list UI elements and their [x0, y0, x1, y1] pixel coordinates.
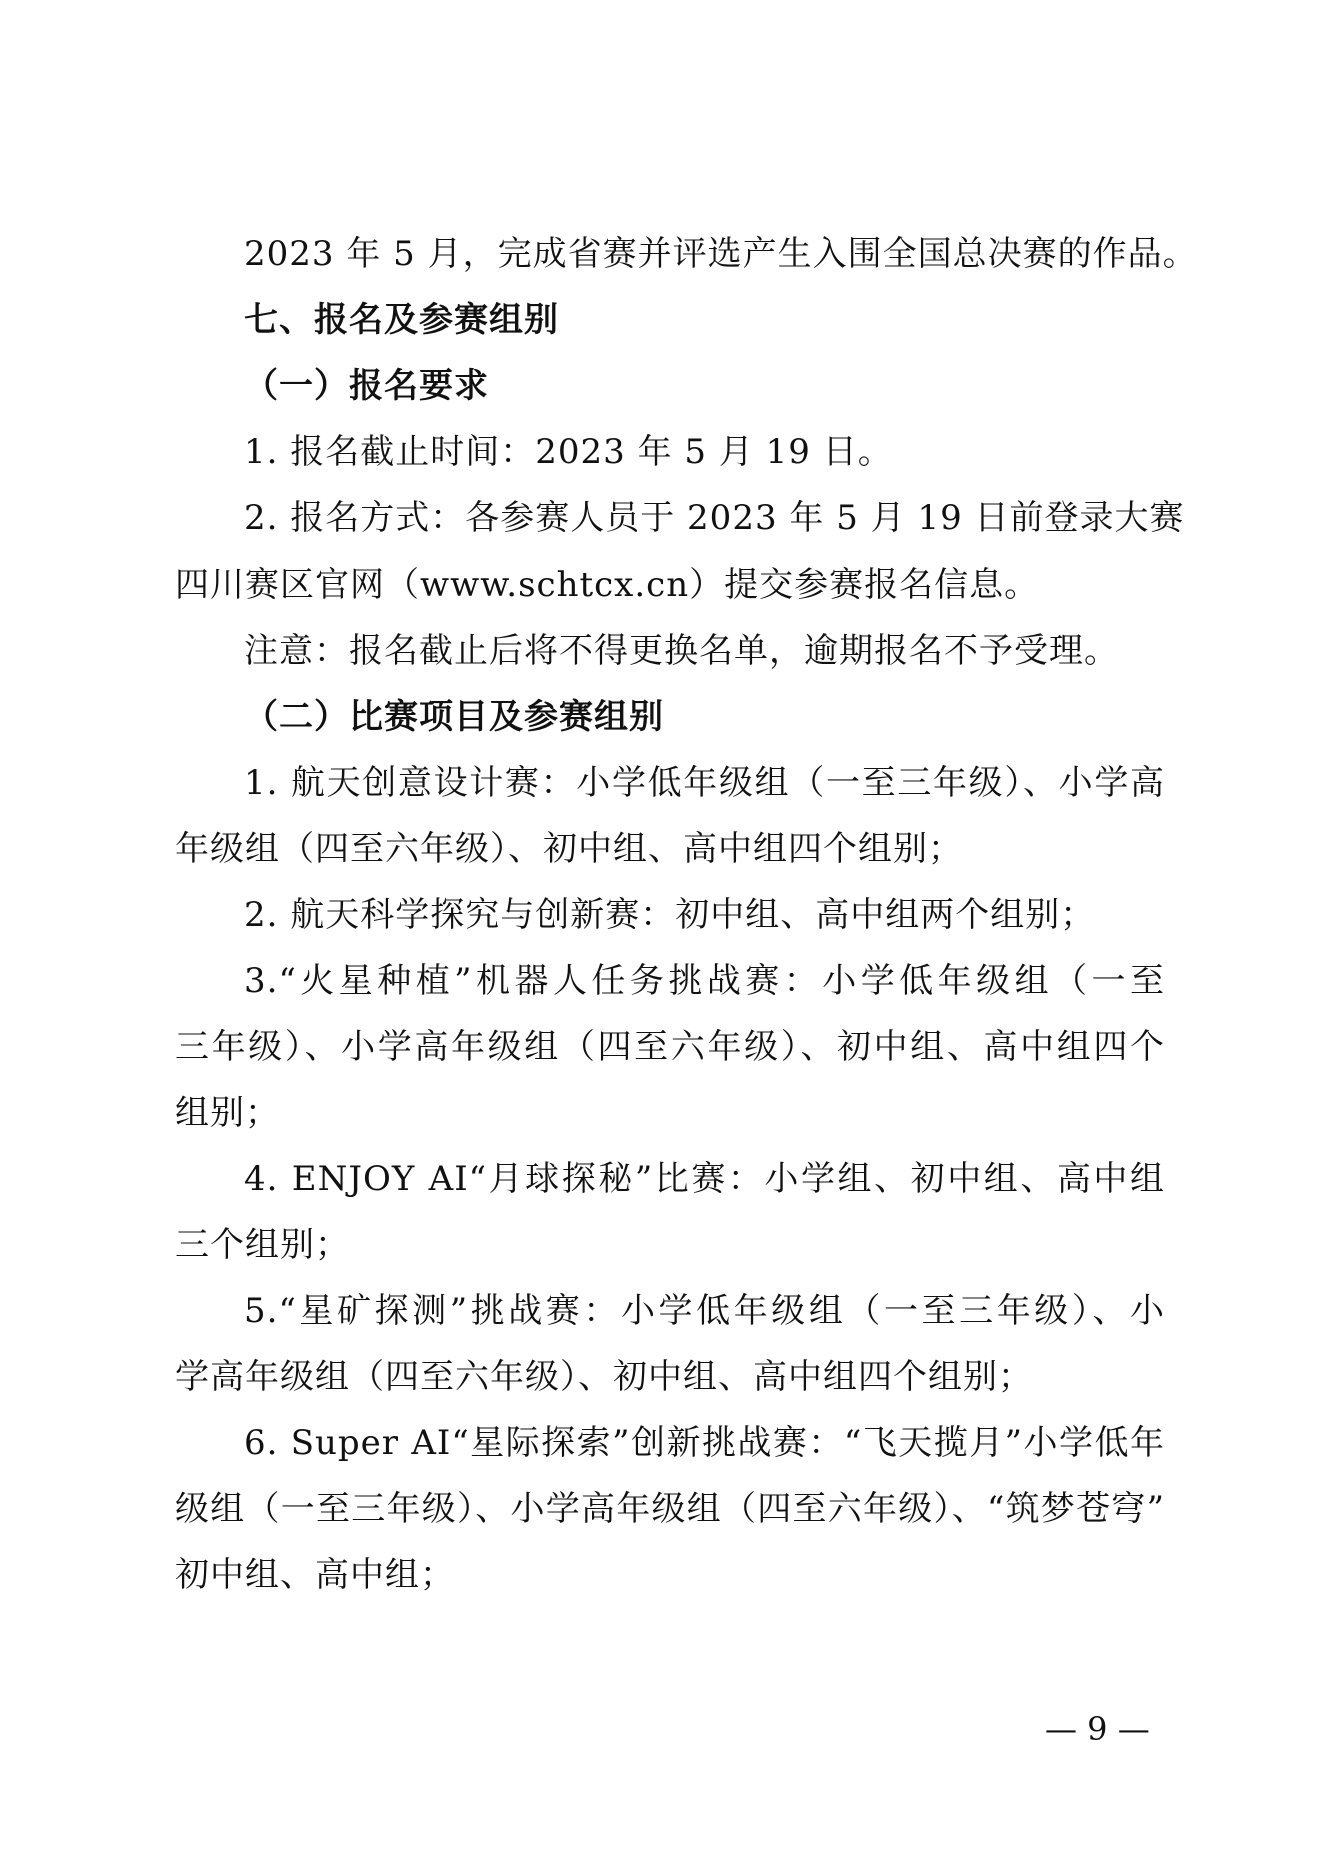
item-6-line-2: 级组（一至三年级）、小学高年级组（四至六年级）、“筑梦苍穹” — [175, 1489, 1165, 1529]
item-1-line-2: 年级组（四至六年级）、初中组、高中组四个组别； — [175, 829, 963, 869]
page-number: — 9 — — [1045, 1710, 1150, 1748]
item-4-line-1: 4. ENJOY AI“月球探秘”比赛：小学组、初中组、高中组 — [244, 1159, 1165, 1199]
paragraph-schedule: 2023 年 5 月，完成省赛并评选产生入围全国总决赛的作品。 — [244, 234, 1198, 274]
item-method-line-1: 2. 报名方式：各参赛人员于 2023 年 5 月 19 日前登录大赛 — [244, 498, 1185, 538]
item-deadline: 1. 报名截止时间：2023 年 5 月 19 日。 — [244, 432, 893, 472]
subsection-heading-requirements: （一）报名要求 — [244, 366, 489, 406]
item-6-line-3: 初中组、高中组； — [175, 1555, 455, 1595]
section-heading-registration: 七、报名及参赛组别 — [244, 300, 559, 340]
subsection-heading-projects: （二）比赛项目及参赛组别 — [244, 697, 664, 737]
item-3-line-1: 3.“火星种植”机器人任务挑战赛：小学低年级组（一至 — [244, 961, 1165, 1001]
item-2: 2. 航天科学探究与创新赛：初中组、高中组两个组别； — [244, 895, 1096, 935]
item-5-line-2: 学高年级组（四至六年级）、初中组、高中组四个组别； — [175, 1357, 1033, 1397]
item-3-line-3: 组别； — [175, 1093, 280, 1133]
item-4-line-2: 三个组别； — [175, 1225, 350, 1265]
item-6-line-1: 6. Super AI“星际探索”创新挑战赛：“飞天揽月”小学低年 — [244, 1423, 1165, 1463]
item-3-line-2: 三年级）、小学高年级组（四至六年级）、初中组、高中组四个 — [175, 1027, 1165, 1067]
item-method-line-2: 四川赛区官网（www.schtcx.cn）提交参赛报名信息。 — [175, 565, 1040, 605]
item-5-line-1: 5.“星矿探测”挑战赛：小学低年级组（一至三年级）、小 — [244, 1291, 1165, 1331]
item-1-line-1: 1. 航天创意设计赛：小学低年级组（一至三年级）、小学高 — [244, 763, 1165, 803]
note-paragraph: 注意：报名截止后将不得更换名单，逾期报名不予受理。 — [244, 631, 1119, 671]
